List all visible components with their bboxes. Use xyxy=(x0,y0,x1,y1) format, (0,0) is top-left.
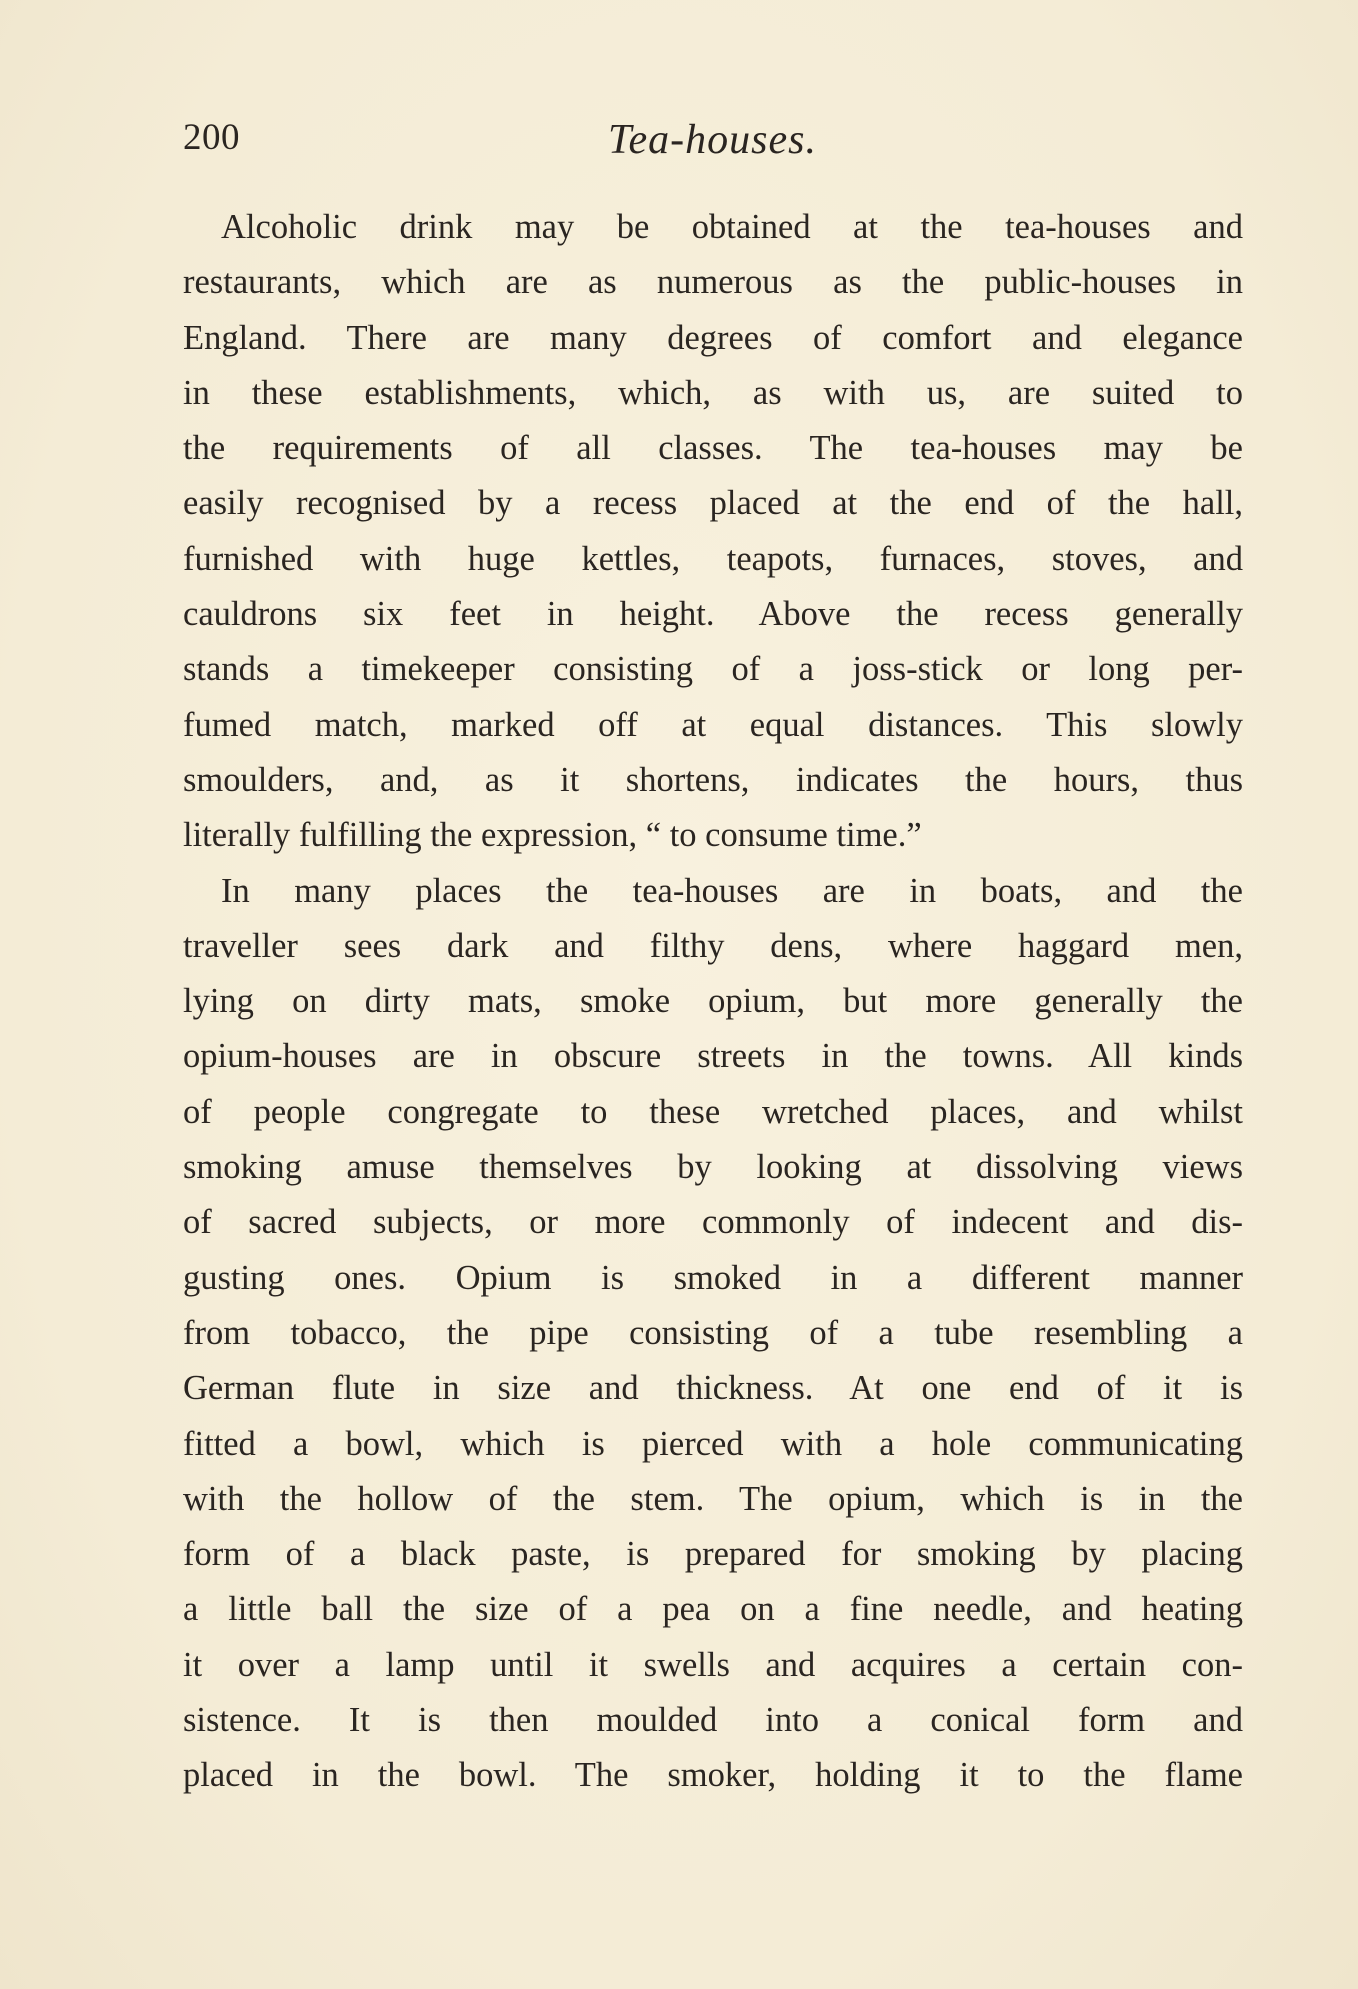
text-line: it over a lamp until it swells and acquires a certain con- xyxy=(183,1645,1243,1684)
text-line: lying on dirty mats, smoke opium, but more generally the xyxy=(183,982,1243,1021)
text-line: placed in the bowl. The smoker, holding it to the flame xyxy=(183,1756,1243,1795)
text-line: traveller sees dark and filthy dens, where haggard men, xyxy=(183,926,1243,965)
text-line: furnished with huge kettles, teapots, furnaces, stoves, and xyxy=(183,539,1243,578)
page-number: 200 xyxy=(183,117,240,158)
text-line: In many places the tea-houses are in boats, and the xyxy=(221,871,1243,910)
text-line: smoulders, and, as it shortens, indicates the hours, thus xyxy=(183,760,1243,799)
page-header xyxy=(183,112,1243,172)
text-line: gusting ones. Opium is smoked in a different manner xyxy=(183,1258,1243,1297)
text-line: with the hollow of the stem. The opium, which is in the xyxy=(183,1479,1243,1518)
body-text xyxy=(183,200,1243,1804)
text-line: opium-houses are in obscure streets in the towns. All kinds xyxy=(183,1037,1243,1076)
text-line: German flute in size and thickness. At one end of it is xyxy=(183,1369,1243,1408)
text-line: in these establishments, which, as with us, are suited to xyxy=(183,373,1243,412)
text-line: sistence. It is then moulded into a conical form and xyxy=(183,1701,1243,1740)
text-line: form of a black paste, is prepared for smoking by placing xyxy=(183,1535,1243,1574)
running-title: Tea-houses. xyxy=(608,117,817,163)
text-line: fumed match, marked off at equal distances. This slowly xyxy=(183,705,1243,744)
text-line: the requirements of all classes. The tea-houses may be xyxy=(183,429,1243,468)
text-line: of people congregate to these wretched places, and whilst xyxy=(183,1092,1243,1131)
text-line: smoking amuse themselves by looking at dissolving views xyxy=(183,1148,1243,1187)
text-line: of sacred subjects, or more commonly of indecent and dis- xyxy=(183,1203,1243,1242)
text-line: stands a timekeeper consisting of a joss-stick or long per- xyxy=(183,650,1243,689)
text-line: England. There are many degrees of comfort and elegance xyxy=(183,318,1243,357)
text-line: literally fulfilling the expression, “ to consume time.” xyxy=(183,816,922,855)
text-line: Alcoholic drink may be obtained at the tea-houses and xyxy=(221,208,1243,246)
text-line: a little ball the size of a pea on a fine needle, and heating xyxy=(183,1590,1243,1629)
text-line: restaurants, which are as numerous as the public-houses in xyxy=(183,263,1243,302)
text-line: cauldrons six feet in height. Above the recess generally xyxy=(183,595,1243,634)
text-line: easily recognised by a recess placed at the end of the hall, xyxy=(183,484,1243,523)
text-line: from tobacco, the pipe consisting of a tube resembling a xyxy=(183,1313,1243,1352)
text-line: fitted a bowl, which is pierced with a hole communicating xyxy=(183,1424,1243,1463)
